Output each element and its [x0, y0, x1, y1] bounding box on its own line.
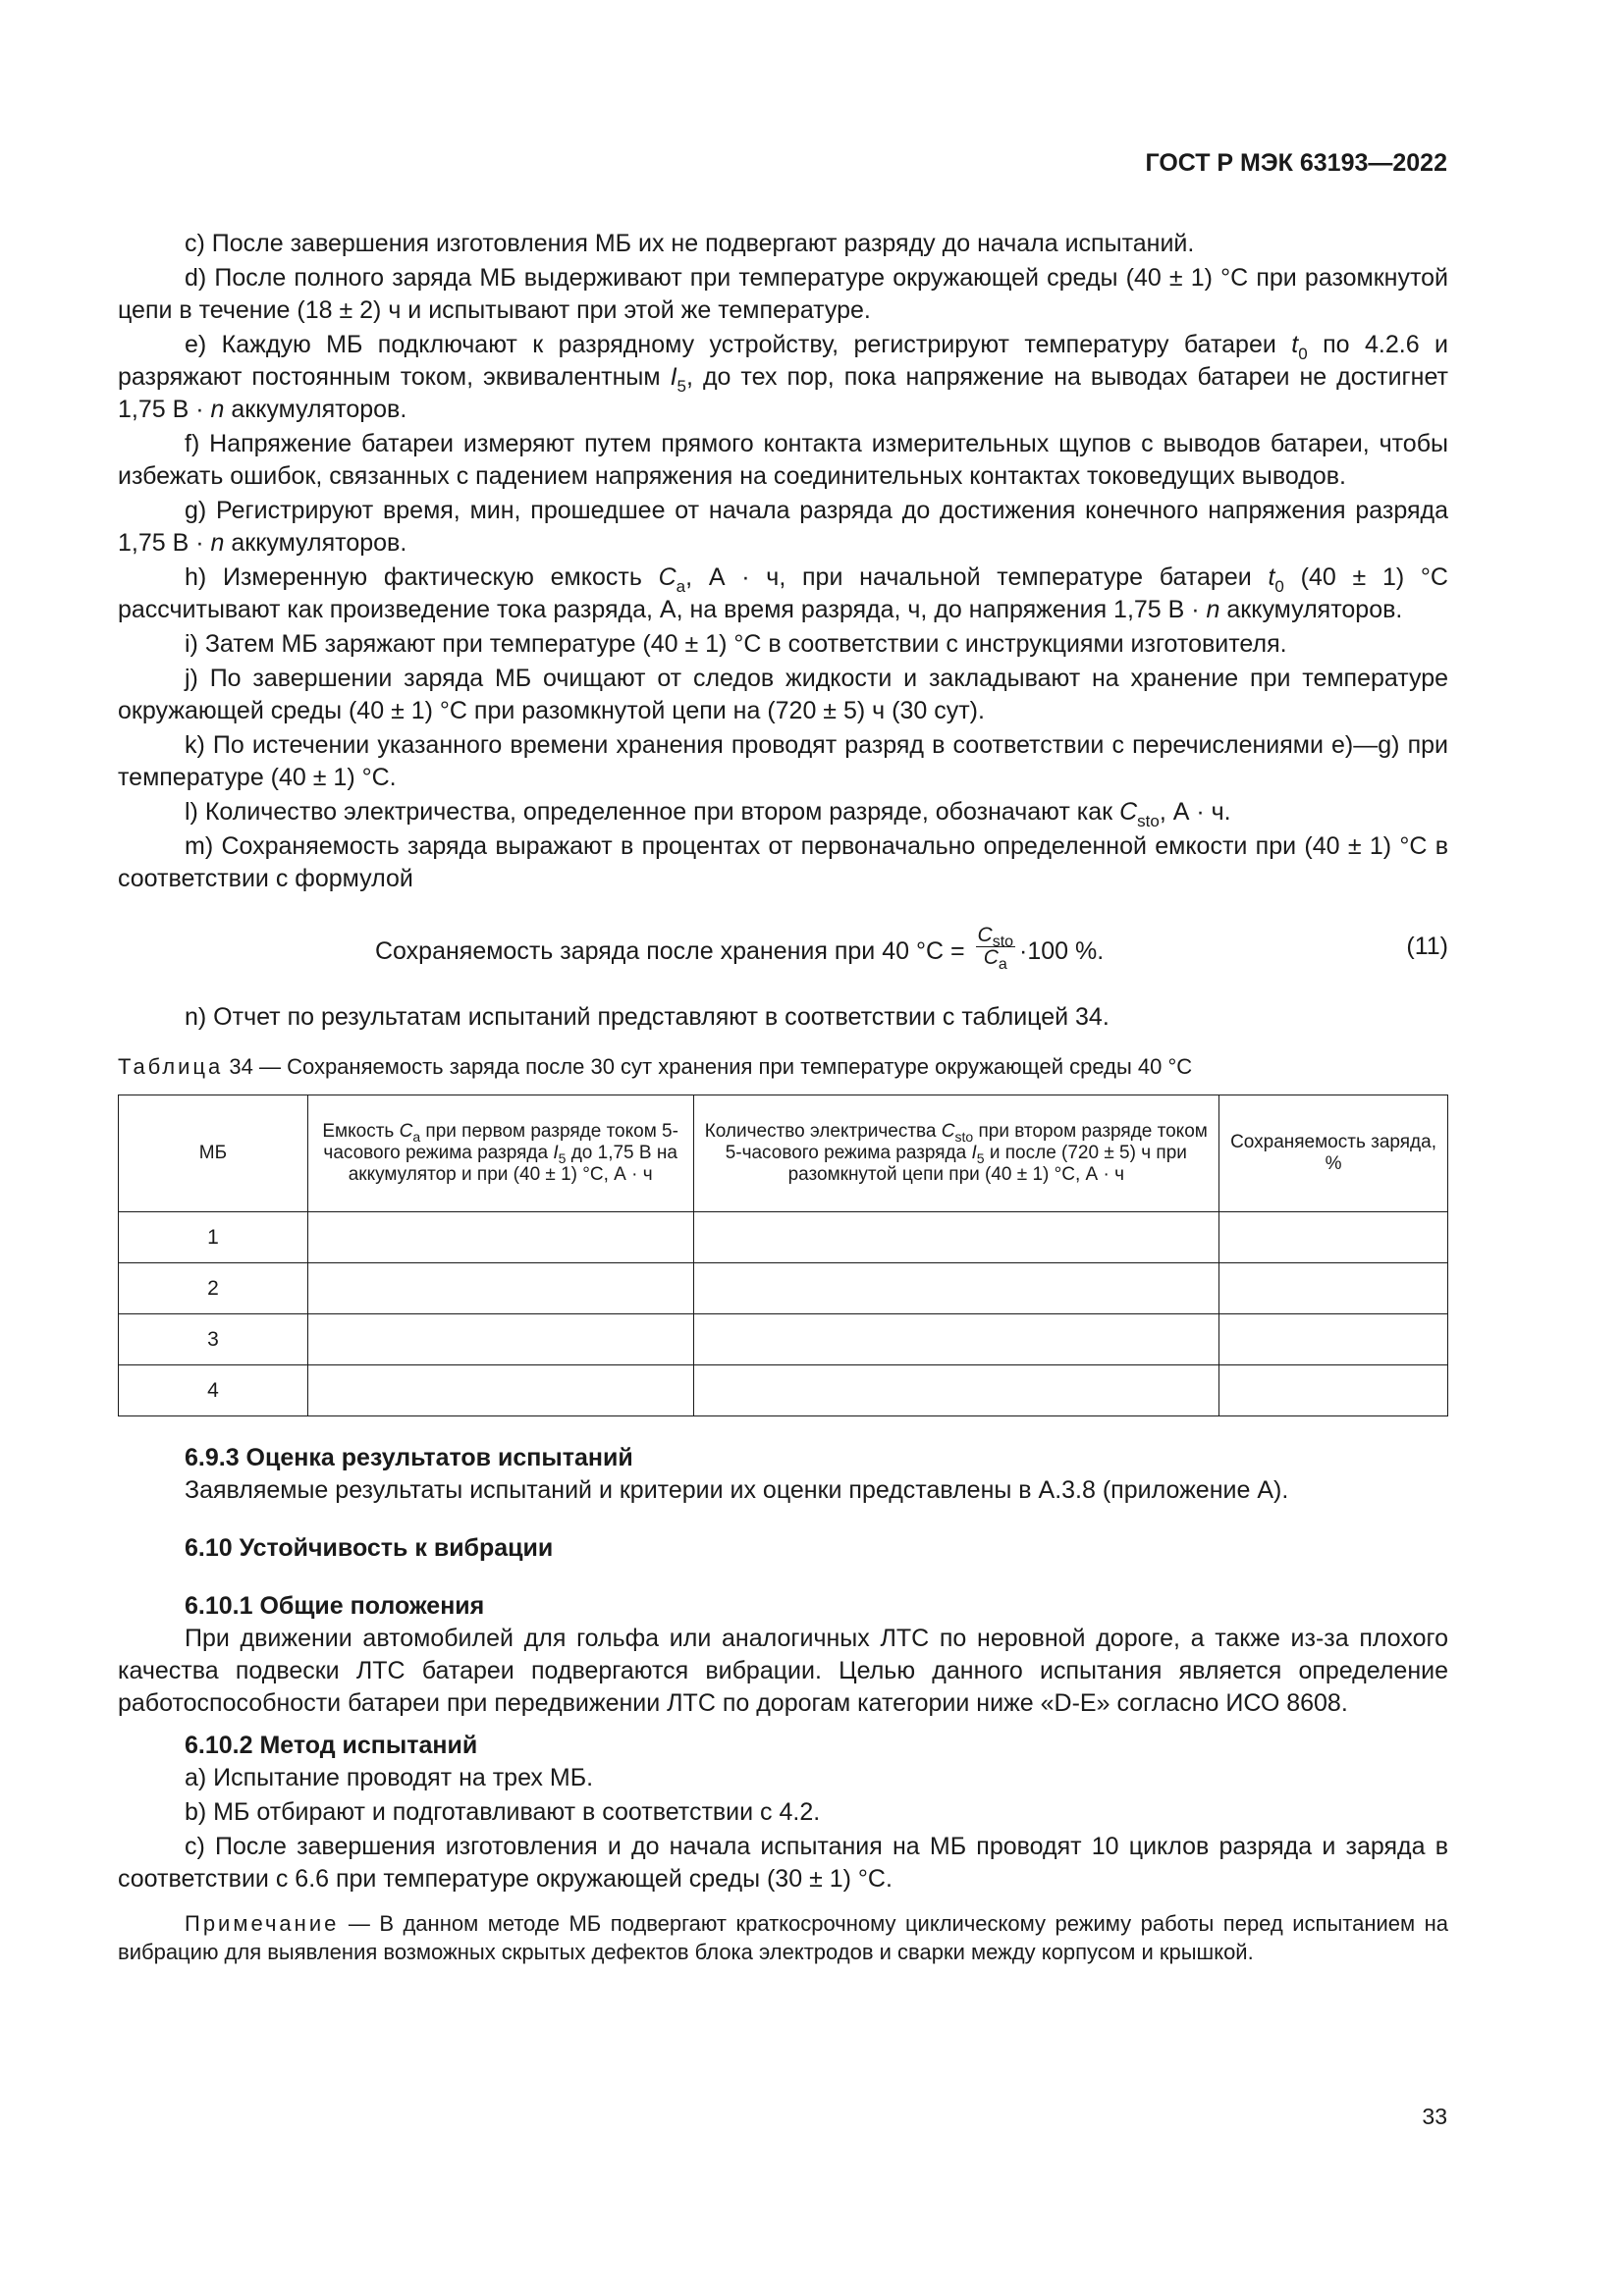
table-cell: [1219, 1263, 1448, 1314]
table-row: [119, 1263, 1448, 1314]
page-number: 33: [1422, 2104, 1447, 2129]
table-caption: Таблица 34 — Сохраняемость заряда после 30 сут хранения при температуре окружающей среды 40 °С: [118, 1054, 1193, 1079]
item-c: c) После завершения изготовления МБ их не подвергают разряду до начала испытаний.: [185, 230, 1195, 257]
section-6-10-1-text: При движении автомобилей для гольфа или аналогичных ЛТС по неровной дороге, а также из-за плохого качества подвески ЛТС батареи подвергаются вибрации. Целью данного испытания является определение работоспособности батареи при передвижении ЛТС по дорогам категории ниже «D-E» согласно ИСО 8608.: [118, 1625, 1448, 1717]
header-mb: МБ: [119, 1095, 308, 1212]
table-cell: [307, 1263, 693, 1314]
item-f: f) Напряжение батареи измеряют путем прямого контакта измерительных щупов с выводов батареи, чтобы избежать ошибок, связанных с падением напряжения на соединительных контактах токоведущих выводов.: [118, 430, 1448, 490]
formula-expression: Сохраняемость заряда после хранения при 40 °С = $\frac{C_{sto}}{C_a}$ ·100 %.: [375, 924, 1105, 973]
table-cell: [1219, 1314, 1448, 1365]
row-number: 2: [119, 1263, 308, 1314]
formula-number: (11): [1406, 933, 1448, 960]
section-6-10-2-a: a) Испытание проводят на трех МБ.: [185, 1764, 594, 1791]
table-header-row: [119, 1095, 1448, 1212]
note: [118, 1909, 1448, 1966]
section-6-9-3-title: 6.9.3 Оценка результатов испытаний: [185, 1444, 633, 1471]
row-number: 4: [119, 1365, 308, 1416]
item-j: j) По завершении заряда МБ очищают от следов жидкости и закладывают на хранение при температуре окружающей среды (40 ± 1) °С при разомкнутой цепи на (720 ± 5) ч (30 сут).: [118, 665, 1448, 724]
section-6-9-3-text: Заявляемые результаты испытаний и критерии их оценки представлены в А.3.8 (приложение А).: [185, 1476, 1289, 1504]
page-content: [118, 228, 1448, 1966]
table-cell: [1219, 1365, 1448, 1416]
header-retention: Сохраняемость заряда, %: [1219, 1095, 1448, 1212]
table-cell: [307, 1314, 693, 1365]
section-6-10-2-b: b) МБ отбирают и подготавливают в соответствии с 4.2.: [185, 1798, 821, 1826]
formula-11: [118, 913, 1448, 982]
item-g: g) Регистрируют время, мин, прошедшее от начала разряда до достижения конечного напряжения разряда 1,75 В · n аккумуляторов.: [118, 497, 1448, 557]
table-cell: [307, 1365, 693, 1416]
item-n: n) Отчет по результатам испытаний представляют в соответствии с таблицей 34.: [185, 1003, 1110, 1031]
row-number: 1: [119, 1212, 308, 1263]
section-6-10-1-title: 6.10.1 Общие положения: [185, 1592, 485, 1620]
formula-fraction: $\frac{C_{sto}}{C_a}$: [977, 924, 1014, 973]
header-capacity: Емкость $C_a$ при первом разряде током 5-часового режима разряда $I_5$ до 1,75 В на аккумулятор и при (40 ± 1) °С, А · ч: [307, 1095, 693, 1212]
document-id: ГОСТ Р МЭК 63193—2022: [1145, 149, 1447, 177]
table-row: [119, 1314, 1448, 1365]
table-cell: [693, 1263, 1219, 1314]
item-h: h) Измеренную фактическую емкость $C_a$, А · ч, при начальной температуре батареи $t_0$ (40 ± 1) °С рассчитывают как произведение тока разряда, А, на время разряда, ч, до напряжения 1,75 В · n аккумуляторов.: [118, 563, 1448, 623]
table-cell: [693, 1212, 1219, 1263]
item-d: d) После полного заряда МБ выдерживают при температуре окружающей среды (40 ± 1) °С при разомкнутой цепи в течение (18 ± 2) ч и испытывают при этой же температуре.: [118, 264, 1448, 324]
table-cell: [693, 1314, 1219, 1365]
note-label: Примечание: [185, 1911, 340, 1936]
table-row: [119, 1212, 1448, 1263]
row-number: 3: [119, 1314, 308, 1365]
table-row: [119, 1365, 1448, 1416]
section-6-10-title: 6.10 Устойчивость к вибрации: [185, 1534, 554, 1562]
note-text: — В данном методе МБ подвергают краткосрочному циклическому режиму работы перед испытанием на вибрацию для выявления возможных скрытых дефектов блока электродов и сварки между корпусом и крышкой.: [118, 1911, 1448, 1964]
header-electricity: Количество электричества $C_{sto}$ при втором разряде током 5-часового режима разряда $I_5$ и после (720 ± 5) ч при разомкнутой цепи при (40 ± 1) °С, А · ч: [693, 1095, 1219, 1212]
table-34: [118, 1095, 1448, 1416]
item-i: i) Затем МБ заряжают при температуре (40 ± 1) °С в соответствии с инструкциями изготовителя.: [185, 630, 1287, 658]
section-6-10-2-title: 6.10.2 Метод испытаний: [185, 1732, 478, 1759]
section-6-10-2-c: c) После завершения изготовления и до начала испытания на МБ проводят 10 циклов разряда и заряда в соответствии с 6.6 при температуре окружающей среды (30 ± 1) °С.: [118, 1833, 1448, 1893]
item-m: m) Сохраняемость заряда выражают в процентах от первоначально определенной емкости при (40 ± 1) °С в соответствии с формулой: [118, 832, 1448, 892]
table-cell: [307, 1212, 693, 1263]
item-k: k) По истечении указанного времени хранения проводят разряд в соответствии с перечислениями e)—g) при температуре (40 ± 1) °С.: [118, 731, 1448, 791]
item-e: e) Каждую МБ подключают к разрядному устройству, регистрируют температуру батареи $t_0$ по 4.2.6 и разряжают постоянным током, эквивалентным $I_5$, до тех пор, пока напряжение на выводах батареи не достигнет 1,75 В · n аккумуляторов.: [118, 331, 1448, 423]
table-cell: [693, 1365, 1219, 1416]
item-l: l) Количество электричества, определенное при втором разряде, обозначают как $C_{sto}$, А · ч.: [185, 798, 1231, 830]
table-cell: [1219, 1212, 1448, 1263]
